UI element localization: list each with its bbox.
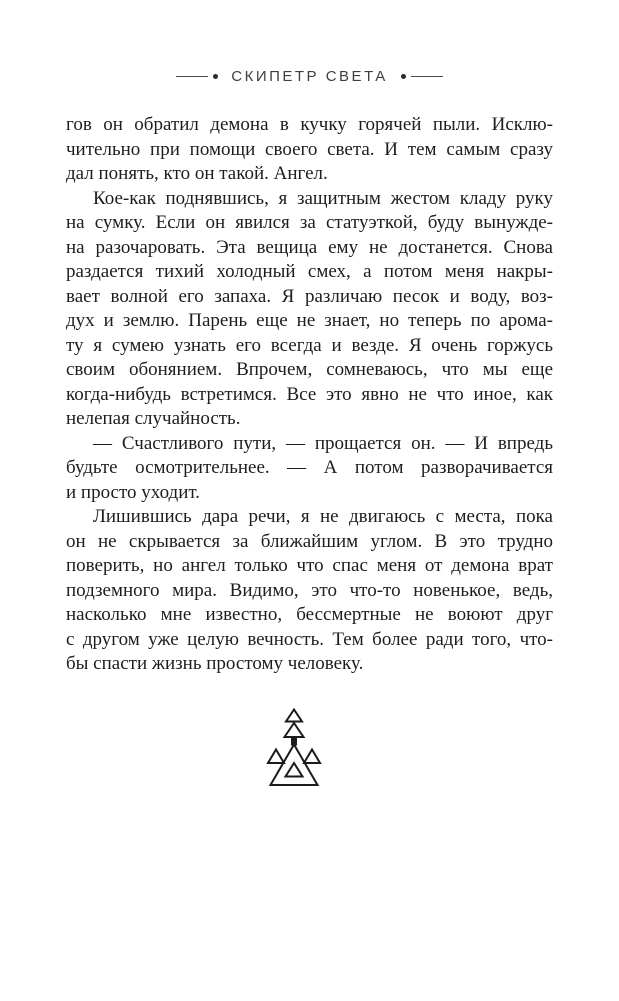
rule-line [176,76,208,77]
text-line: и просто уходит. [66,481,200,503]
text-line: чительно при помощи своего света. И тем самым сразу [66,138,553,160]
text-line: поверить, но ангел только что спас меня от демона врат [66,555,553,576]
text-line: вает волной его запаха. Я различаю песок и воду, воз- [66,285,553,307]
text-line: дал понять, кто он такой. Ангел. [66,163,328,184]
text-line: Кое-как поднявшись, я защитным жестом кладу руку [93,187,553,209]
dot-icon [213,74,218,79]
header-rule-dot-left-icon [176,74,218,79]
text-line: подземного мира. Видимо, это что-то новенькое, ведь, [66,579,553,601]
paragraph [66,187,553,432]
text-line: на сумку. Если он явился за статуэткой, буду вынужде- [66,212,553,233]
text-line: насколько мне известно, бессмертные не воюют друг [66,604,553,625]
paragraph [66,505,553,677]
header-rule-dot-right-icon [401,74,443,79]
text-line: Лишившись дара речи, я не двигаюсь с места, пока [93,506,553,527]
text-line: гов он обратил демона в кучку горячей пыли. Исклю- [66,114,553,135]
paragraph [66,432,553,506]
text-line: будьте осмотрительнее. — А потом разворачивается [66,457,553,478]
rule-line [411,76,443,77]
text-line: раздается тихий холодный смех, а потом меня накры- [66,261,553,282]
text-line: когда-нибудь встретимся. Все это явно не что иное, как [66,383,553,405]
scene-break [0,708,619,788]
text-line: ту я сумею узнать его всегда и везде. Я очень горжусь [66,334,553,356]
text-line: на разочаровать. Эта вещица ему не достанется. Снова [66,236,553,258]
body-text [66,113,553,677]
text-line: нелепая случайность. [66,408,241,429]
text-line: с другом уже целую вечность. Тем более ради того, что- [66,628,553,650]
text-line: он не скрывается за ближайшим углом. В это трудно [66,530,553,552]
text-line: своим обонянием. Впрочем, сомневаюсь, что мы еще [66,359,553,380]
dot-icon [401,74,406,79]
text-line: — Счастливого пути, — прощается он. — И впредь [93,432,553,454]
chapter-running-title: СКИПЕТР СВЕТА [231,67,388,85]
text-line: бы спасти жизнь простому человеку. [66,653,364,674]
running-head [0,66,619,86]
triangle-ornament-icon [264,708,324,788]
text-line: дух и землю. Парень еще не знает, но теперь по арома- [66,310,553,331]
paragraph [66,113,553,187]
